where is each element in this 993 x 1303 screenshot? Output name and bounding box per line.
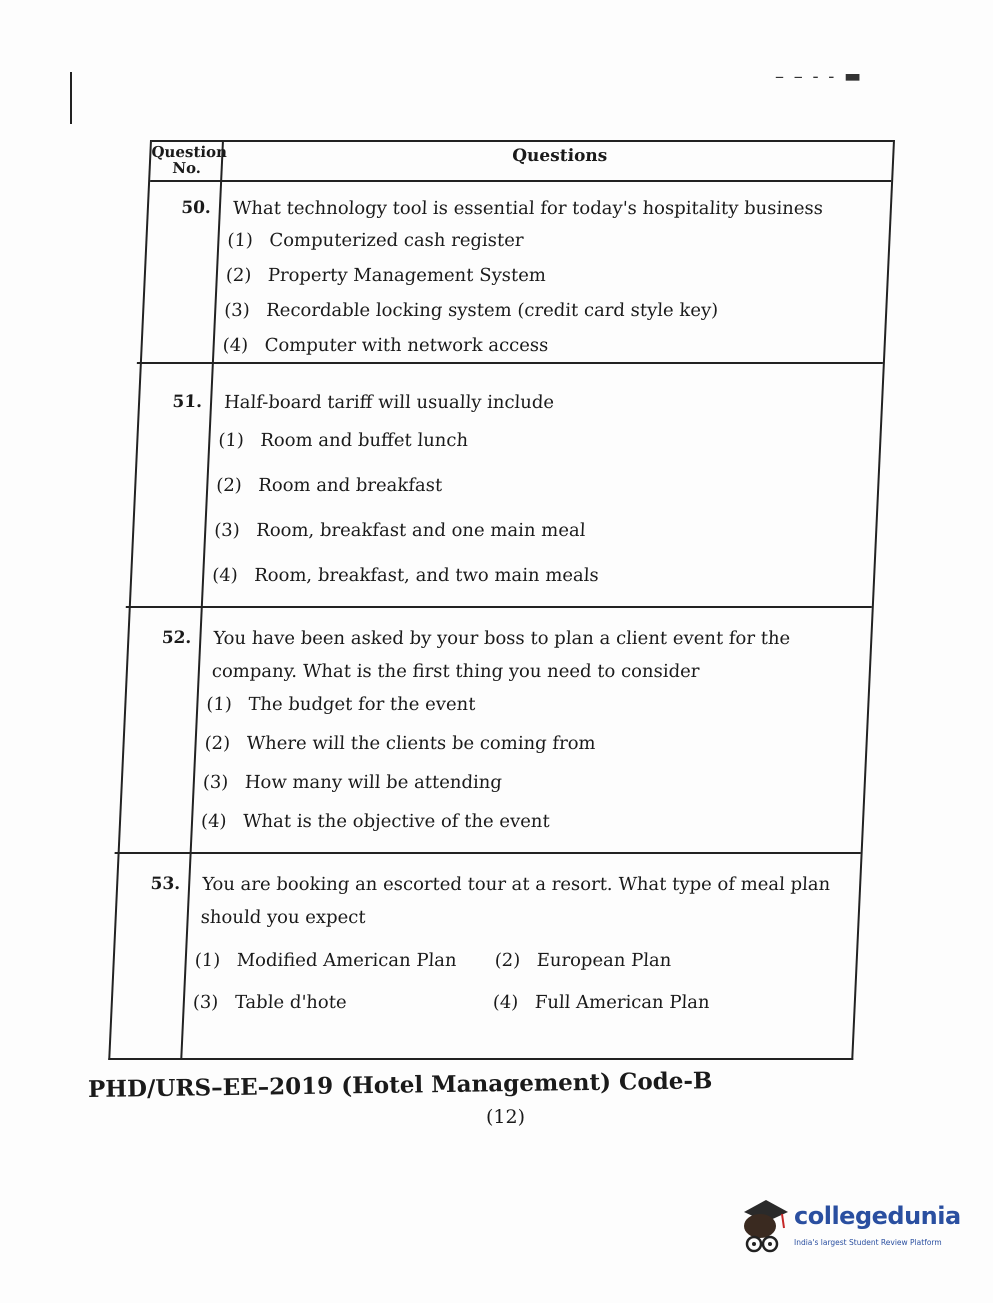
- question-text: You are booking an escorted tour at a resort. What type of meal plan should you expect: [200, 874, 831, 928]
- option: (4) Computer with network access: [222, 335, 549, 356]
- option: (3) Room, breakfast and one main meal: [213, 520, 586, 541]
- question-text: What technology tool is essential for today's hospitality business: [232, 198, 824, 219]
- corner-scribble: – – - - ▬: [775, 66, 864, 87]
- table-top-border: [152, 140, 893, 142]
- question-table: [108, 140, 895, 1060]
- option: (1) Room and buffet lunch: [217, 430, 469, 451]
- option: (2) Where will the clients be coming from: [204, 733, 597, 754]
- logo-wordmark: collegedunia: [794, 1202, 961, 1230]
- question-number: 53.: [150, 874, 181, 894]
- question-50: [141, 192, 890, 372]
- option: (3) How many will be attending: [202, 772, 503, 793]
- row-divider: [115, 852, 861, 854]
- option: (4) What is the objective of the event: [200, 811, 551, 832]
- question-number: 51.: [172, 392, 203, 412]
- question-text: Half-board tariff will usually include: [223, 392, 555, 413]
- header-question-no: Question No.: [151, 143, 228, 177]
- option: (1) Computerized cash register: [226, 230, 524, 251]
- header-questions: Questions: [511, 146, 608, 166]
- question-text: You have been asked by your boss to plan a client event for the company. What is the first thing you need to consider: [211, 628, 791, 682]
- option: (4) Full American Plan: [492, 992, 711, 1013]
- row-divider: [137, 362, 883, 364]
- margin-mark: [70, 72, 72, 124]
- collegedunia-logo[interactable]: [738, 1198, 963, 1260]
- option: (2) Room and breakfast: [215, 475, 443, 496]
- question-number: 52.: [161, 628, 192, 648]
- logo-tagline: India's largest Student Review Platform: [794, 1238, 942, 1247]
- question-51: [131, 386, 882, 606]
- option: (4) Room, breakfast, and two main meals: [211, 565, 600, 586]
- row-divider: [126, 606, 872, 608]
- option: (2) Property Management System: [225, 265, 547, 286]
- question-52: [120, 622, 871, 852]
- question-53: [111, 868, 860, 1048]
- option: (1) Modified American Plan: [194, 950, 458, 971]
- paper-code: PHD/URS–EE–2019 (Hotel Management) Code-B: [87, 1067, 713, 1103]
- option: (1) The budget for the event: [205, 694, 476, 715]
- question-number: 50.: [180, 198, 212, 218]
- option: (3) Table d'hote: [192, 992, 348, 1013]
- option: (3) Recordable locking system (credit card style key): [223, 300, 719, 321]
- page-number: (12): [486, 1106, 526, 1128]
- mascot-icon: [738, 1198, 790, 1258]
- header-bottom-border: [150, 180, 891, 182]
- option: (2) European Plan: [494, 950, 672, 971]
